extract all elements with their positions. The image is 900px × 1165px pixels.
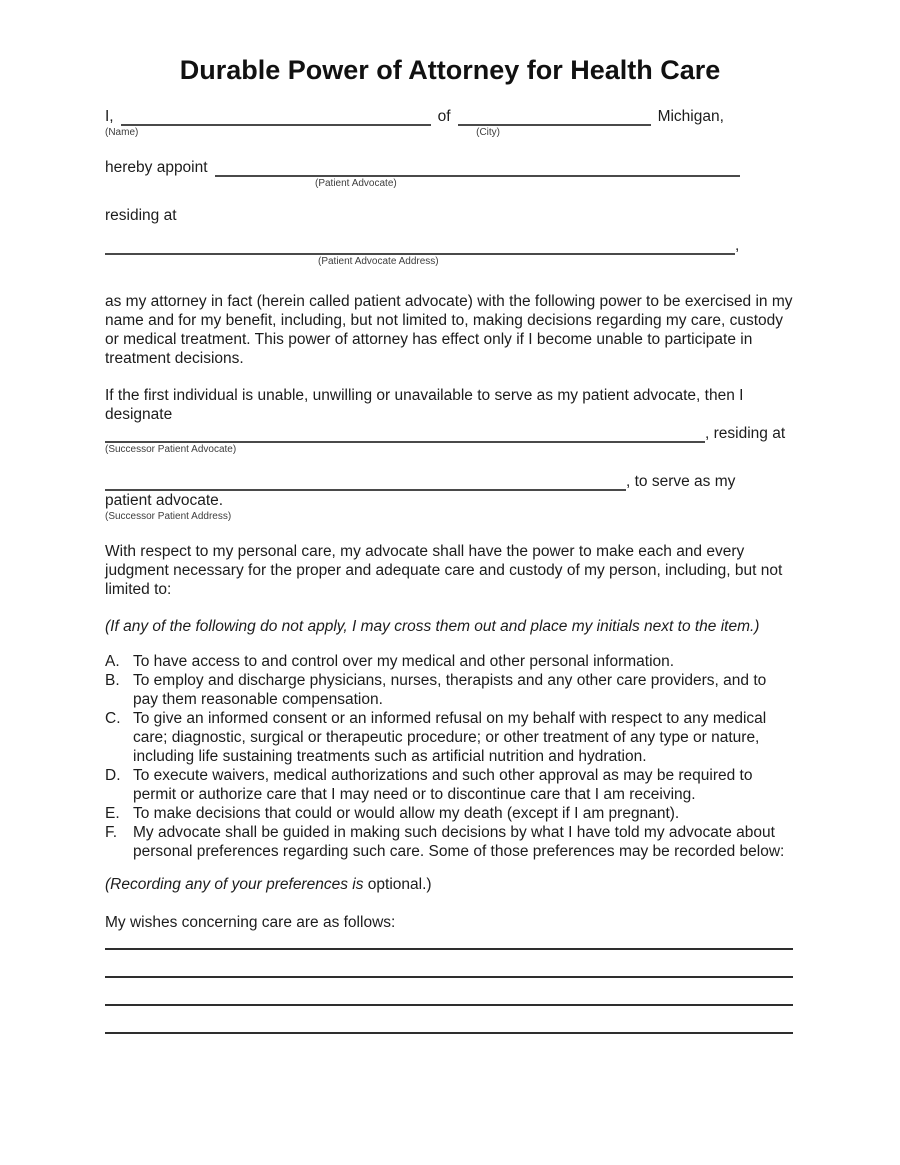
power-item-f	[105, 823, 795, 861]
document-content	[105, 0, 795, 1034]
power-letter: B.	[105, 672, 120, 689]
residence-comma: ,	[735, 237, 740, 254]
powers-list	[105, 652, 795, 861]
patient-advocate-blank	[215, 162, 740, 177]
power-item-b	[105, 671, 795, 709]
principal-row	[105, 107, 795, 126]
patient-advocate-label: (Patient Advocate)	[315, 178, 397, 189]
successor-advocate-label: (Successor Patient Advocate)	[105, 444, 237, 455]
residing-at-lead: residing at	[105, 207, 177, 224]
successor-address-blank	[105, 476, 626, 491]
power-text: To have access to and control over my medical and other personal information.	[133, 653, 675, 670]
successor-advocate-row	[105, 424, 795, 443]
power-text: To employ and discharge physicians, nurses, therapists and any other care providers, and to pay them reasonable compensation.	[133, 672, 767, 708]
name-label: (Name)	[105, 127, 139, 138]
appoint-row	[105, 158, 795, 177]
successor-address-label-row	[105, 510, 795, 523]
line1-labels	[105, 126, 795, 139]
power-letter: A.	[105, 653, 120, 670]
document-title: Durable Power of Attorney for Health Care	[179, 55, 721, 85]
preferences-note-italic: (Recording any of your preferences is	[105, 876, 364, 893]
power-letter: D.	[105, 767, 121, 784]
successor-advocate-blank	[105, 428, 705, 443]
power-text: To execute waivers, medical authorizations and such other approval as may be required to permit or authorize care that I may need or to discontinue care that I am receiving.	[133, 767, 753, 803]
power-item-c	[105, 709, 795, 766]
power-letter: F.	[105, 824, 118, 841]
residence-labels	[105, 255, 795, 268]
of-text: of	[437, 108, 451, 125]
city-label: (City)	[476, 127, 501, 138]
principal-name-blank	[121, 111, 431, 126]
patient-advocate-address-label: (Patient Advocate Address)	[318, 256, 439, 267]
successor-advocate-label-row	[105, 443, 795, 456]
successor-serve-suffix: , to serve as my	[626, 473, 736, 490]
patient-advocate-address-blank	[105, 240, 735, 255]
appoint-labels	[105, 177, 795, 190]
principal-prefix: I,	[105, 108, 114, 125]
personal-care-paragraph: With respect to my personal care, my advocate shall have the power to make each and every judgment necessary for the proper and adequate care and custody of my person, including, but not limited to:	[105, 543, 783, 598]
successor-serve-tail: patient advocate.	[105, 492, 224, 509]
residence-row	[105, 236, 795, 255]
cross-out-note: (If any of the following do not apply, I may cross them out and place my initials next to the item.)	[105, 618, 760, 635]
power-item-a	[105, 652, 795, 671]
appoint-lead: hereby appoint	[105, 159, 208, 176]
power-letter: E.	[105, 805, 120, 822]
power-text: To give an informed consent or an informed refusal on my behalf with respect to any medical care; diagnostic, surgical or therapeutic procedure; or other treatment of any type or nature, including life sustaining treatments such as artificial nutrition and hydration.	[133, 710, 767, 765]
power-text: To make decisions that could or would allow my death (except if I am pregnant).	[133, 805, 680, 822]
power-text: My advocate shall be guided in making such decisions by what I have told my advocate about personal preferences regarding such care. Some of those preferences may be recorded below:	[133, 824, 785, 860]
successor-address-row	[105, 472, 795, 491]
state-text: Michigan,	[657, 108, 724, 125]
principal-city-blank	[458, 111, 651, 126]
preferences-note	[105, 875, 795, 894]
power-item-e	[105, 804, 795, 823]
wishes-line	[105, 976, 793, 978]
wishes-lines	[105, 948, 795, 1034]
powers-paragraph: as my attorney in fact (herein called patient advocate) with the following power to be exercised in my name and for my benefit, including, but not limited to, making decisions regarding my care, custody or medical treatment. This power of attorney has effect only if I become unable to participate in treatment decisions.	[105, 293, 793, 367]
wishes-line	[105, 948, 793, 950]
wishes-line	[105, 1004, 793, 1006]
power-item-d	[105, 766, 795, 804]
wishes-line	[105, 1032, 793, 1034]
successor-intro: If the first individual is unable, unwilling or unavailable to serve as my patient advocate, then I designate	[105, 387, 744, 423]
power-letter: C.	[105, 710, 121, 727]
wishes-heading: My wishes concerning care are as follows:	[105, 914, 396, 931]
successor-residing-at: , residing at	[705, 425, 786, 442]
preferences-note-normal: optional.)	[363, 876, 432, 893]
successor-address-label: (Successor Patient Address)	[105, 511, 232, 522]
